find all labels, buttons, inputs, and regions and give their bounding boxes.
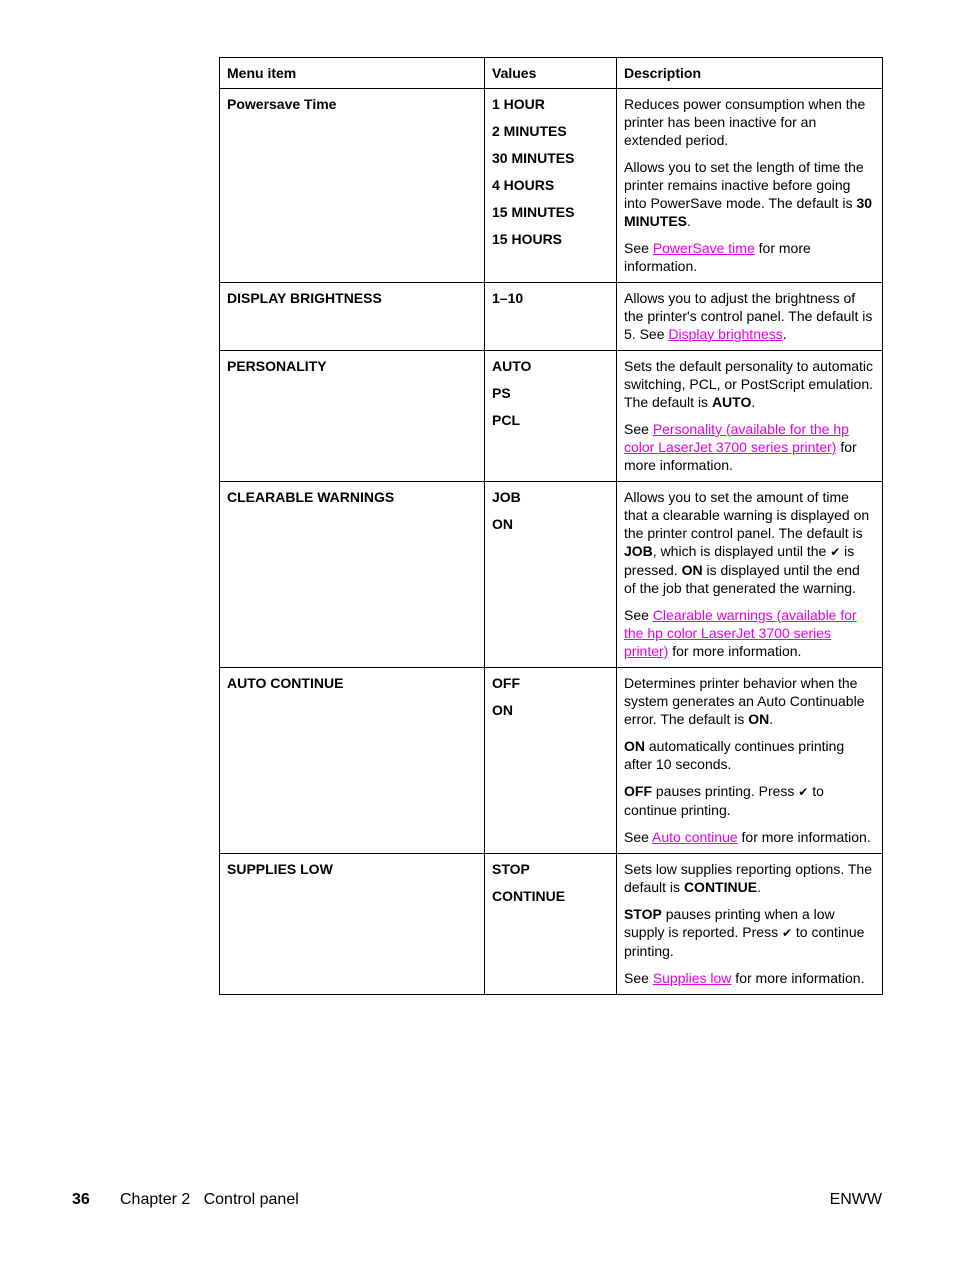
text: See [624,421,653,437]
table-row [220,89,883,283]
text: , which is displayed until the [652,543,831,559]
menu-table [219,57,883,995]
link-powersave-time[interactable]: PowerSave time [652,240,755,256]
bold-text: JOB [624,543,653,559]
text: Sets low supplies reporting options. The default is [624,861,872,895]
text: for more information. [624,439,857,473]
menu-item-description [617,283,883,351]
text: Determines printer behavior when the system generates an Auto Continuable error. The default is [624,675,865,727]
header-description: Description [617,58,883,89]
description-paragraph [624,782,875,819]
table-row [220,854,883,995]
description-paragraph [624,158,875,230]
bold-text: CONTINUE [683,879,758,895]
text: . [757,879,761,895]
menu-item-name: AUTO CONTINUE [220,668,485,854]
checkmark-icon: ✔ [830,545,841,559]
text: See [624,970,653,986]
bold-text: ON [681,562,703,578]
value: ON [492,516,513,532]
table-row [220,482,883,668]
text: for more information. [668,643,802,659]
value: 15 MINUTES [492,204,575,220]
value: 2 MINUTES [492,123,567,139]
text: See [624,607,653,623]
description-paragraph [624,828,875,846]
menu-item-description [617,351,883,482]
header-menu-item: Menu item [220,58,485,89]
text: Allows you to set the length of time the printer remains inactive before going into PowerSave mode. The default is [624,159,864,211]
text: for more information. [731,970,865,986]
text: . [769,711,774,727]
text: for more information. [737,829,871,845]
menu-item-values [485,482,617,668]
value: 1–10 [492,290,524,306]
value: 1 HOUR [492,96,545,112]
text: for more information. [624,240,811,274]
link-personality[interactable]: Personality (available for the hp color LaserJet 3700 series printer) [624,421,849,455]
description-paragraph [624,606,875,660]
menu-item-name: DISPLAY BRIGHTNESS [220,283,485,351]
menu-item-values [485,351,617,482]
footer-label: ENWW [829,1191,882,1208]
text: is pressed. [624,543,855,578]
value: PCL [492,412,520,428]
value: 15 HOURS [492,231,563,247]
text: pauses printing when a low supply is reported. Press [624,906,835,940]
menu-item-description [617,854,883,995]
value: AUTO [492,358,532,374]
header-values: Values [485,58,617,89]
text: Allows you to set the amount of time that a clearable warning is displayed on the printer control panel. The default is [624,489,870,541]
description-paragraph [624,289,875,343]
menu-item-name: SUPPLIES LOW [220,854,485,995]
value: PS [492,385,511,401]
value: 4 HOURS [492,177,555,193]
value: ON [492,702,513,718]
menu-item-name: PERSONALITY [220,351,485,482]
menu-item-name: CLEARABLE WARNINGS [220,482,485,668]
text: is displayed until the end of the job that generated the warning. [624,562,860,596]
text: . [782,326,787,342]
menu-item-description [617,668,883,854]
link-auto-continue[interactable]: Auto continue [652,829,738,845]
description-paragraph [624,488,875,597]
text: . [687,213,691,229]
text: See [624,829,653,845]
text: automatically continues printing after 10 seconds. [624,738,845,772]
link-clearable-warnings[interactable]: Clearable warnings (available for the hp color LaserJet 3700 series printer) [624,607,857,659]
value: JOB [492,489,521,505]
table-row [220,668,883,854]
checkmark-icon: ✔ [781,926,793,940]
table-row [220,351,883,482]
description-paragraph [624,905,875,960]
text: . [751,394,756,410]
bold-text: OFF [624,783,652,799]
text: to continue printing. [624,924,865,959]
description-paragraph [624,674,875,728]
table-row [220,283,883,351]
value: 30 MINUTES [492,150,575,166]
description-paragraph: Reduces power consumption when the printer has been inactive for an extended period. [624,96,866,148]
menu-item-values [485,283,617,351]
text: See [624,240,653,256]
bold-text: STOP [624,906,662,922]
menu-item-values [485,89,617,283]
value: OFF [492,675,520,691]
description-paragraph [624,969,875,987]
value: STOP [492,861,530,877]
link-supplies-low[interactable]: Supplies low [652,970,732,986]
text: Allows you to adjust the brightness of the printer's control panel. The default is 5. See [624,290,873,342]
menu-item-values [485,668,617,854]
bold-text: ON [748,711,770,727]
bold-text: AUTO [711,394,752,410]
description-paragraph [624,860,875,896]
menu-item-name: Powersave Time [220,89,485,283]
description-paragraph [624,239,875,275]
bold-text: ON [624,738,645,754]
description-paragraph [624,420,875,474]
menu-item-description [617,89,883,283]
bold-text: 30 MINUTES [624,195,873,229]
description-paragraph [624,357,875,411]
text: pauses printing. Press [652,783,799,799]
menu-item-values [485,854,617,995]
text: to continue printing. [624,783,824,818]
chapter-title: Chapter 2 Control panel [120,1191,299,1208]
link-display-brightness[interactable]: Display brightness [668,326,783,342]
menu-item-description [617,482,883,668]
text: Sets the default personality to automatic switching, PCL, or PostScript emulation. The default is [624,358,874,410]
description-paragraph [624,737,875,773]
table-header-row [220,58,883,89]
page-number: 36 [72,1191,90,1208]
checkmark-icon: ✔ [798,785,809,799]
value: CONTINUE [492,888,566,904]
